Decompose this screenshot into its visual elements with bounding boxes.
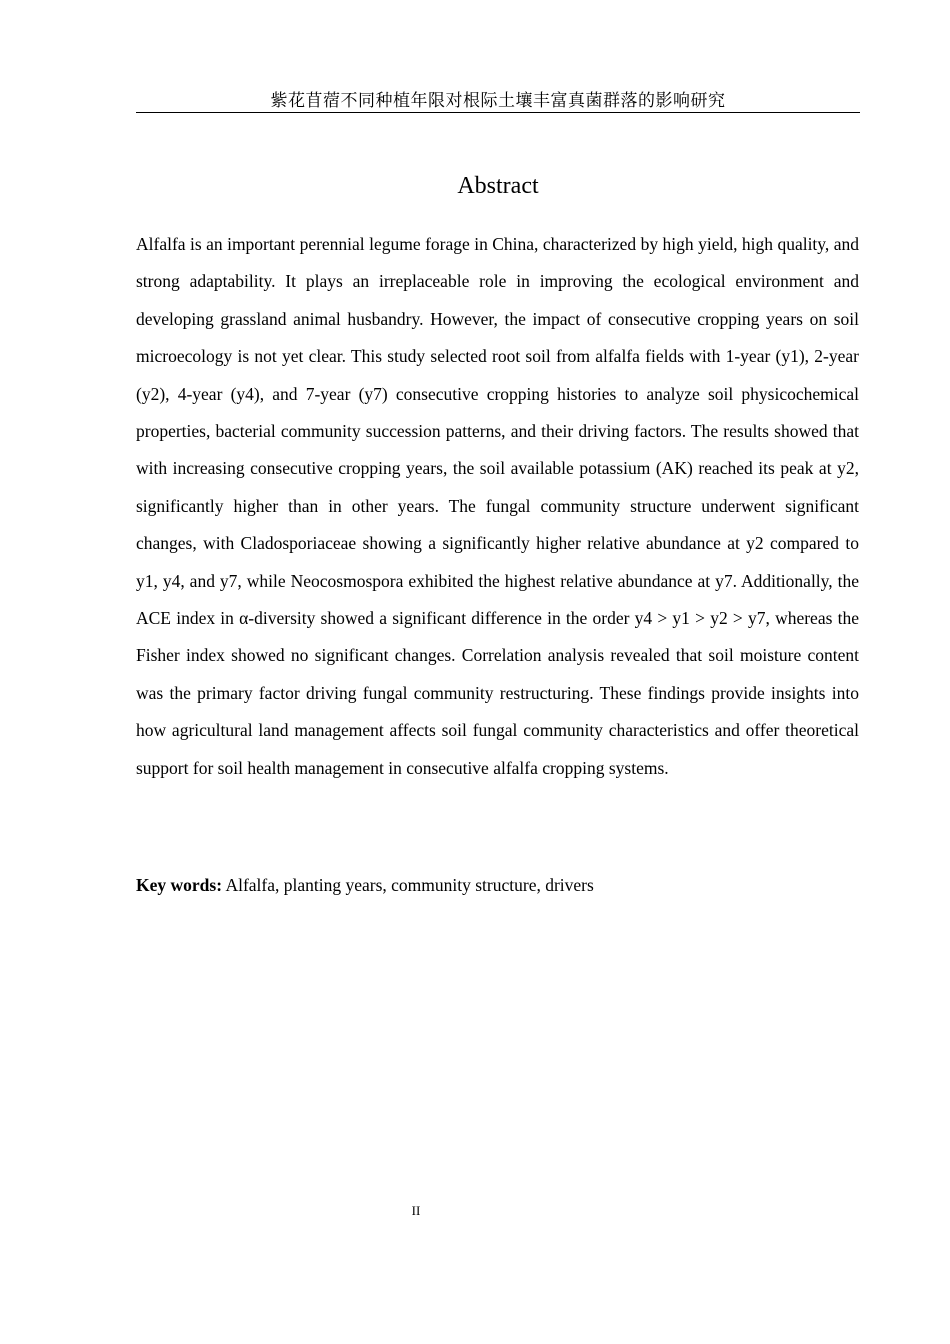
keywords-value: Alfalfa, planting years, community structure, drivers (225, 875, 594, 895)
page-number: II (411, 1203, 421, 1218)
running-header: 紫花苜蓿不同种植年限对根际土壤丰富真菌群落的影响研究 (136, 90, 860, 113)
keywords (136, 869, 860, 901)
abstract-body: Alfalfa is an important perennial legume forage in China, characterized by high yield, high quality, and strong adaptability. It plays an irreplaceable role in improving the ecological environment and developing grassland animal husbandry. However, the impact of consecutive cropping years on soil microecology is not yet clear. This study selected root soil from alfalfa fields with 1-year (y1), 2-year (y2), 4-year (y4), and 7-year (y7) consecutive cropping histories to analyze soil physicochemical properties, bacterial community succession patterns, and their driving factors. The results showed that with increasing consecutive cropping years, the soil available potassium (AK) reached its peak at y2, significantly higher than in other years. The fungal community structure underwent significant changes, with Cladosporiaceae showing a significantly higher relative abundance at y2 compared to y1, y4, and y7, while Neocosmospora exhibited the highest relative abundance at y7. Additionally, the ACE index in α-diversity showed a significant difference in the order y4 > y1 > y2 > y7, whereas the Fisher index showed no significant changes. Correlation analysis revealed that soil moisture content was the primary factor driving fungal community restructuring. These findings provide insights into how agricultural land management affects soil fungal community characteristics and offer theoretical support for soil health management in consecutive alfalfa cropping systems. (136, 234, 859, 778)
abstract-title: Abstract (457, 173, 539, 199)
keywords-label: Key words: (136, 875, 223, 895)
